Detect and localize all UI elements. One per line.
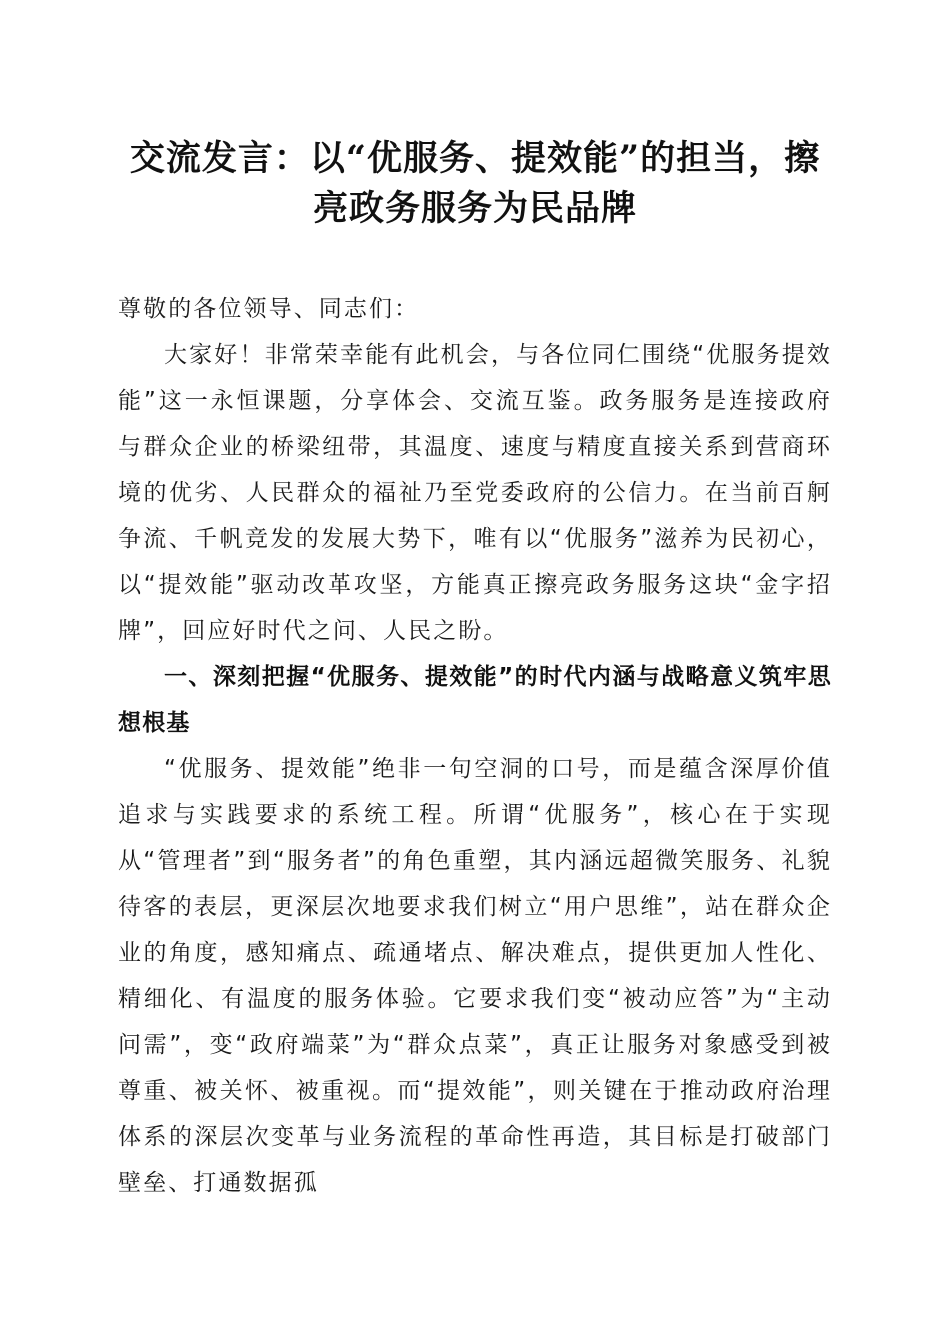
- paragraph-intro: 大家好！非常荣幸能有此机会，与各位同仁围绕“优服务提效能”这一永恒课题，分享体会、交流互鉴。政务服务是连接政府与群众企业的桥梁纽带，其温度、速度与精度直接关系到营商环境的优劣、人民群众的福祉乃至党委政府的公信力。在当前百舸争流、千帆竞发的发展大势下，唯有以“优服务”滋养为民初心，以“提效能”驱动改革攻坚，方能真正擦亮政务服务这块“金字招牌”，回应好时代之问、人民之盼。: [118, 342, 832, 644]
- title-line-2: 亮政务服务为民品牌: [312, 188, 637, 229]
- document-body: [118, 286, 832, 1206]
- paragraph-section-1: “优服务、提效能”绝非一句空洞的口号，而是蕴含深厚价值追求与实践要求的系统工程。所谓“优服务”，核心在于实现从“管理者”到“服务者”的角色重塑，其内涵远超微笑服务、礼貌待客的表层，更深层次地要求我们树立“用户思维”，站在群众企业的角度，感知痛点、疏通堵点、解决难点，提供更加人性化、精细化、有温度的服务体验。它要求我们变“被动应答”为“主动问需”，变“政府端菜”为“群众点菜”，真正让服务对象感受到被尊重、被关怀、被重视。而“提效能”，则关键在于推动政府治理体系的深层次变革与业务流程的革命性再造，其目标是打破部门壁垒、打通数据孤: [118, 756, 832, 1196]
- section-heading-1: 一、深刻把握“优服务、提效能”的时代内涵与战略意义筑牢思想根基: [118, 664, 832, 736]
- document-title: [100, 134, 850, 234]
- salutation: 尊敬的各位领导、同志们：: [118, 296, 420, 322]
- title-line-1: 交流发言：以“优服务、提效能”的担当，擦: [129, 138, 821, 179]
